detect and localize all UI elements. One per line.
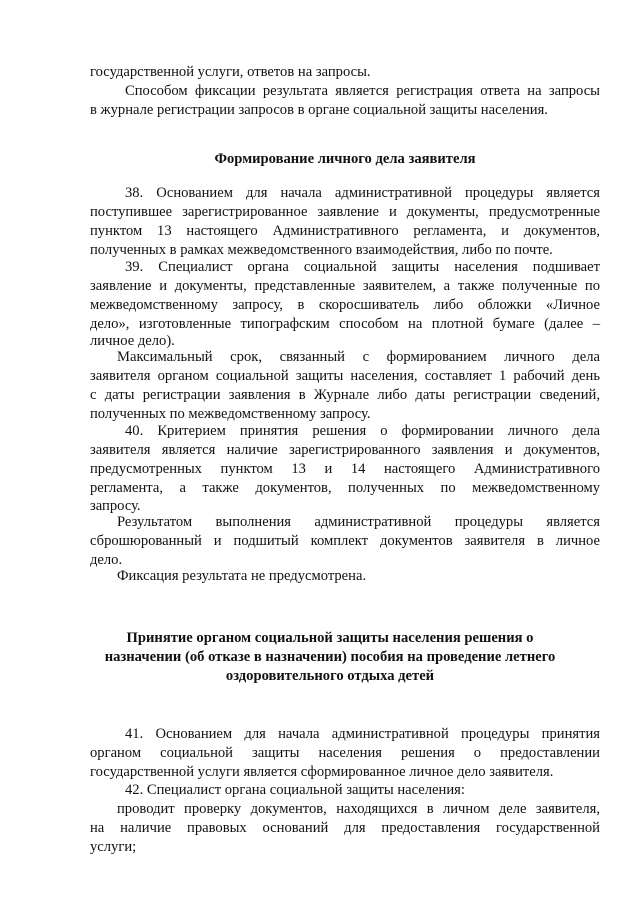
text-line: проводит проверку документов, находящихся в личном деле заявителя,	[117, 801, 600, 817]
text-line: межведомственному запросу, в скоросшиватель либо обложки «Личное	[90, 297, 600, 313]
text-line: Способом фиксации результата является регистрация ответа на запросы	[125, 83, 600, 99]
section-heading: назначении (об отказе в назначении) пособия на проведение летнего	[104, 649, 556, 665]
text-line: поступившее зарегистрированное заявление и документы, предусмотренные	[90, 204, 600, 220]
text-line: запросу.	[90, 498, 141, 514]
text-line: Фиксация результата не предусмотрена.	[117, 568, 367, 584]
text-line: 41. Основанием для начала административной процедуры принятия	[125, 726, 600, 742]
text-line: предусмотренных пунктом 13 и 14 настоящего Административного	[90, 461, 600, 477]
text-line: на наличие правовых оснований для предоставления государственной	[90, 820, 600, 836]
section-heading: Формирование личного дела заявителя	[214, 151, 476, 167]
text-line: полученных в рамках межведомственного взаимодействия, либо по почте.	[90, 242, 553, 258]
text-line: органом социальной защиты населения решения о предоставлении	[90, 745, 600, 761]
text-line: 39. Специалист органа социальной защиты населения подшивает	[125, 259, 600, 275]
text-line: заявителя является наличие зарегистрированного заявления и документов,	[90, 442, 600, 458]
text-line: пунктом 13 настоящего Административного регламента, и документов,	[90, 223, 600, 239]
text-line: в журнале регистрации запросов в органе социальной защиты населения.	[90, 102, 548, 118]
text-line: 42. Специалист органа социальной защиты населения:	[125, 782, 465, 798]
text-line: заявителя органом социальной защиты населения, составляет 1 рабочий день	[90, 368, 600, 384]
text-line: дело.	[90, 552, 123, 568]
text-line: государственной услуги, ответов на запросы.	[90, 64, 371, 80]
text-line: полученных по межведомственному запросу.	[90, 406, 371, 422]
section-heading: Принятие органом социальной защиты населения решения о	[126, 630, 534, 646]
text-line: с даты регистрации заявления в Журнале либо даты регистрации сведений,	[90, 387, 600, 403]
section-heading: оздоровительного отдыха детей	[225, 668, 435, 684]
text-line: услуги;	[90, 839, 137, 855]
text-line: государственной услуги является сформированное личное дело заявителя.	[90, 764, 554, 780]
text-line: Результатом выполнения административной процедуры является	[117, 514, 600, 530]
text-line: личное дело).	[90, 333, 175, 349]
text-line: заявление и документы, представленные заявителем, а также полученные по	[90, 278, 600, 294]
text-line: Максимальный срок, связанный с формированием личного дела	[117, 349, 600, 365]
text-line: 38. Основанием для начала административной процедуры является	[125, 185, 600, 201]
text-line: регламента, а также документов, полученных по межведомственному	[90, 480, 600, 496]
text-line: сброшюрованный и подшитый комплект документов заявителя в личное	[90, 533, 600, 549]
text-line: дело», изготовленные типографским способом на плотной бумаге (далее –	[90, 316, 600, 332]
text-line: 40. Критерием принятия решения о формировании личного дела	[125, 423, 600, 439]
